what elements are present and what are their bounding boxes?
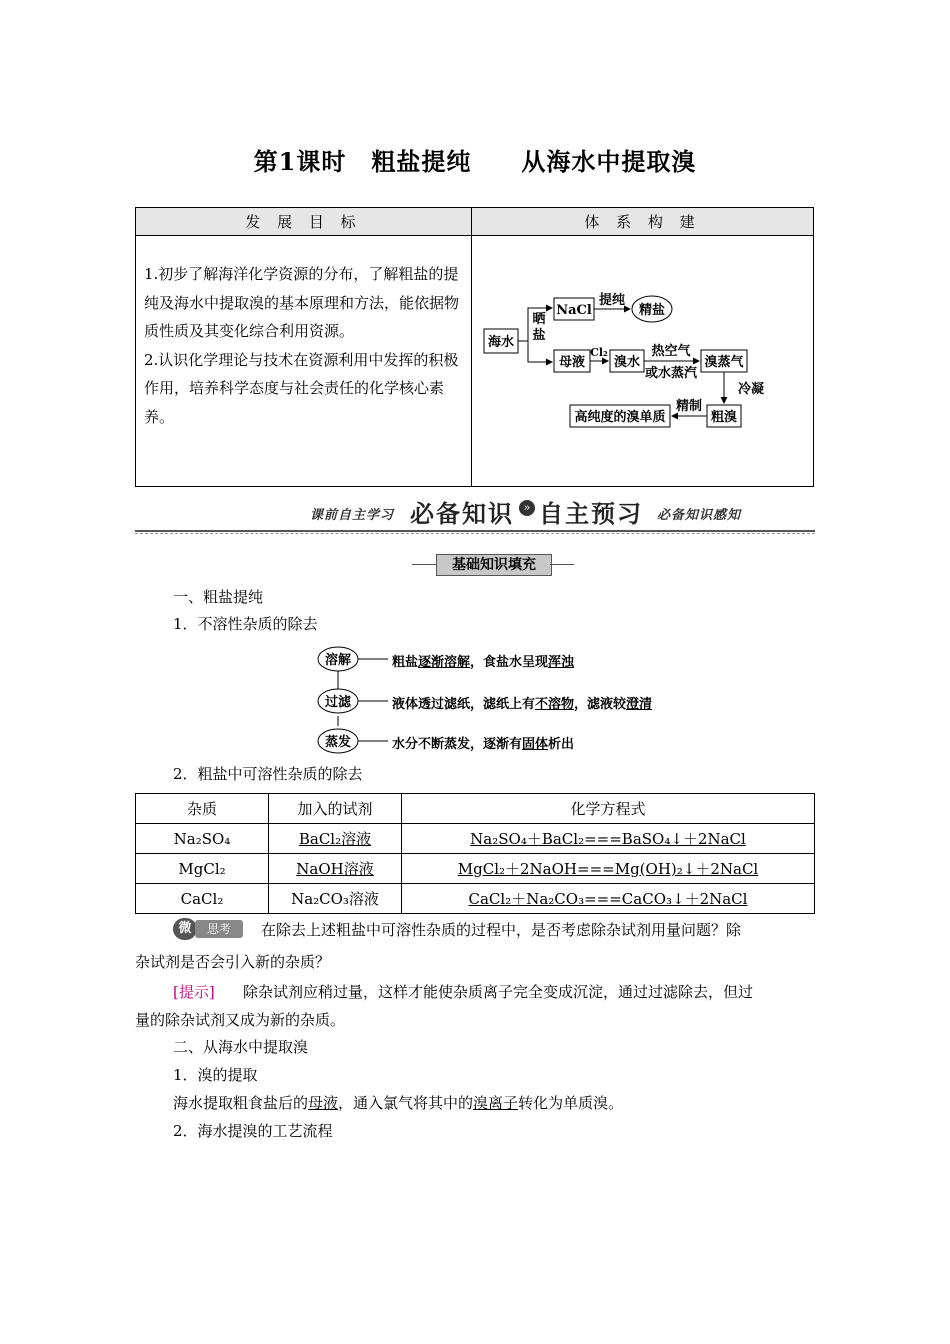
lbl-mother: 母液 (558, 355, 586, 370)
cell-equation: MgCl₂＋2NaOH===Mg(OH)₂↓＋2NaCl (402, 854, 815, 884)
section-2-title: 二、从海水中提取溴 (173, 1038, 309, 1056)
goal-1: 1.初步了解海洋化学资源的分布，了解粗盐的提纯及海水中提取溴的基本原理和方法，能依据物质性质及其变化综合利用资源。 (144, 265, 460, 340)
lbl-salt: 盐 (532, 328, 546, 343)
section-badge (412, 554, 574, 576)
think-icon: 微 思考 (173, 918, 245, 940)
evaporate-desc: 水分不断蒸发，逐渐有固体析出 (392, 737, 575, 752)
think-question-1: 在除去上述粗盐中可溶性杂质的过程中，是否考虑除杂试剂用量问题？除 (261, 921, 742, 939)
lbl-purify: 提纯 (598, 293, 626, 308)
band-title-2: 自主预习 (539, 500, 643, 528)
badge-label: 基础知识填充 (436, 554, 552, 576)
cell-equation: Na₂SO₄＋BaCl₂===BaSO₄↓＋2NaCl (402, 824, 815, 854)
goal-2: 2.认识化学理论与技术在资源利用中发挥的积极作用，培养科学态度与社会责任的化学核心素养。 (144, 350, 459, 426)
dissolve-desc: 粗盐逐渐溶解，食盐水呈现浑浊 (392, 655, 575, 670)
think-question-2: 杂试剂是否会引入新的杂质？ (135, 953, 331, 971)
cell-impurity: Na₂SO₄ (136, 824, 269, 854)
band-rule (135, 530, 815, 532)
lbl-bromine-water: 溴水 (613, 355, 641, 370)
lbl-nacl: NaCl (556, 303, 592, 318)
lbl-evap: 晒 (532, 312, 546, 327)
cell-impurity: CaCl₂ (136, 884, 269, 914)
band-arrow-icon: » (519, 500, 535, 516)
hint-answer-1: 除杂试剂应稍过量，这样才能使杂质离子完全变成沉淀，通过过滤除去，但过 (243, 983, 754, 1001)
table-row (136, 824, 815, 854)
system-header: 体 系 构 建 (472, 208, 813, 236)
lbl-fine-salt: 精盐 (638, 303, 666, 318)
cell-reagent: NaOH溶液 (269, 854, 402, 884)
arrow-to-mother (528, 341, 552, 362)
hint-answer-2: 量的除杂试剂又成为新的杂质。 (135, 1011, 346, 1029)
system-diagram (472, 236, 814, 486)
cell-equation: CaCl₂＋Na₂CO₃===CaCO₃↓＋2NaCl (402, 884, 815, 914)
impurity-table (135, 793, 815, 914)
lbl-cl2: Cl₂ (590, 346, 608, 359)
lbl-or-steam: 或水蒸汽 (644, 366, 698, 381)
overview-table (135, 207, 814, 487)
section-band (135, 494, 815, 532)
lbl-refine: 精制 (675, 399, 703, 414)
band-dashed-rule (135, 533, 815, 534)
lbl-hot-air: 热空气 (651, 344, 691, 359)
step-dissolve: 溶解 (324, 653, 352, 668)
section-1-title: 一、粗盐提纯 (173, 588, 264, 606)
cell-impurity: MgCl₂ (136, 854, 269, 884)
cell-reagent: BaCl₂溶液 (269, 824, 402, 854)
section-1-2-title: 2．粗盐中可溶性杂质的除去 (173, 765, 363, 783)
cell-reagent: Na₂CO₃溶液 (269, 884, 402, 914)
section-2-1-title: 1．溴的提取 (173, 1066, 258, 1084)
lbl-crude-bromine: 粗溴 (710, 410, 738, 425)
hint-tag: [提示] (173, 983, 215, 1001)
step-filter: 过滤 (324, 695, 352, 710)
band-left-label: 课前自主学习 (310, 508, 395, 523)
filter-desc: 液体透过滤纸，滤纸上有不溶物，滤液较澄清 (392, 697, 653, 712)
goals-text (144, 260, 462, 431)
step-evaporate: 蒸发 (324, 735, 352, 750)
lbl-condense: 冷凝 (738, 382, 765, 397)
lbl-bromine-vapor: 溴蒸气 (704, 355, 744, 370)
table-row (136, 884, 815, 914)
th-impurity: 杂质 (136, 794, 269, 824)
page-title: 第1课时 粗盐提纯 从海水中提取溴 (253, 147, 697, 176)
table-row (136, 854, 815, 884)
th-equation: 化学方程式 (402, 794, 815, 824)
lbl-seawater: 海水 (487, 335, 515, 350)
band-title-1: 必备知识 (410, 500, 514, 528)
bromine-extraction-text: 海水提取粗食盐后的母液，通入氯气将其中的溴离子转化为单质溴。 (173, 1094, 624, 1112)
goals-header: 发 展 目 标 (136, 208, 471, 236)
section-2-2-title: 2．海水提溴的工艺流程 (173, 1122, 333, 1140)
th-reagent: 加入的试剂 (269, 794, 402, 824)
lbl-pure-bromine: 高纯度的溴单质 (574, 410, 666, 425)
section-1-1-title: 1．不溶性杂质的除去 (173, 615, 318, 633)
band-right-label: 必备知识感知 (657, 508, 742, 523)
